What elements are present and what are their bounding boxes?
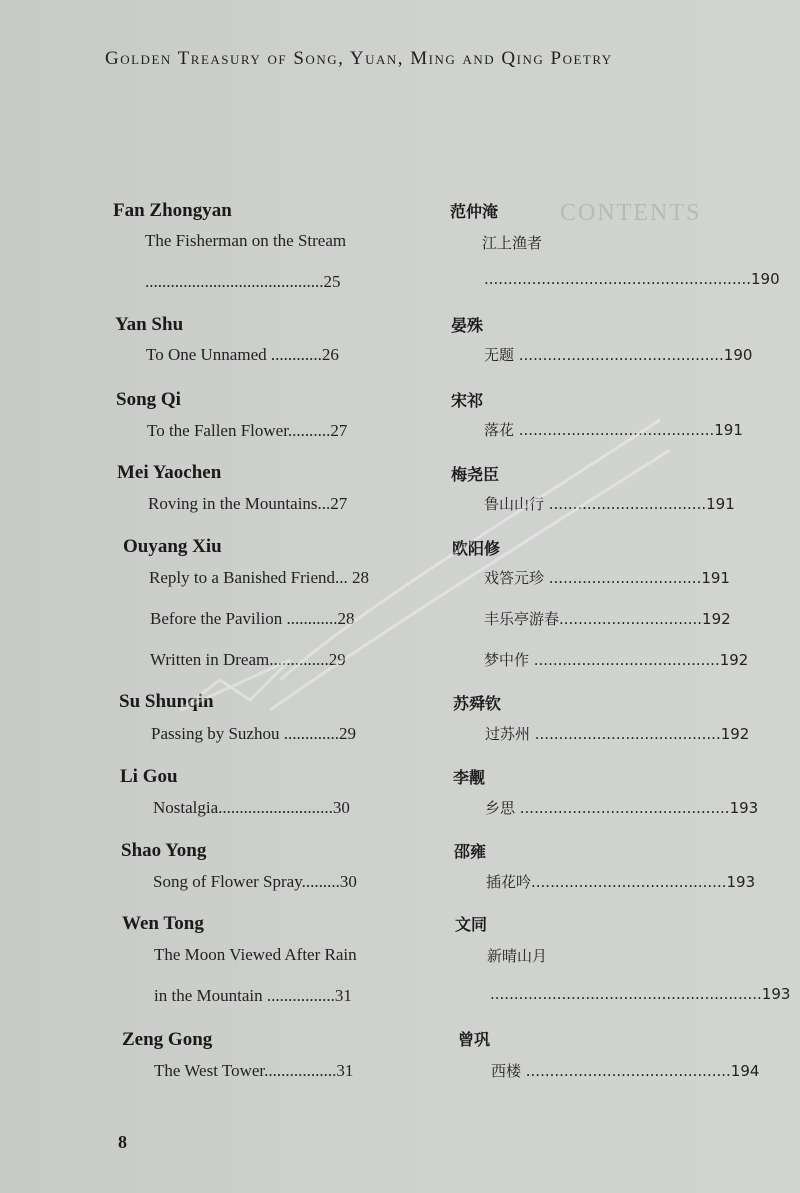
toc-title: The Fisherman on the Stream: [145, 231, 347, 250]
toc-title: ..........................................25: [145, 272, 341, 291]
toc-title: Roving in the Mountains...27: [148, 494, 348, 513]
toc-title-zh: 插花吟.........................................193: [486, 873, 756, 891]
toc-author-zh: 宋祁: [451, 391, 484, 410]
toc-title-zh: 西楼 ...........................................194: [491, 1062, 760, 1080]
toc-title-zh: 戏答元珍 ................................191: [484, 569, 730, 587]
toc-author-zh: 梅尧臣: [451, 465, 500, 484]
toc-title-zh: 江上渔者: [482, 234, 543, 252]
toc-author: Fan Zhongyan: [113, 200, 232, 221]
toc-author: Yan Shu: [115, 314, 184, 335]
toc-author: Song Qi: [116, 389, 181, 410]
toc-title: Written in Dream..............29: [150, 650, 346, 669]
toc-author-zh: 曾巩: [458, 1030, 491, 1049]
toc-title: Before the Pavilion ............28: [150, 609, 355, 628]
toc-title: Nostalgia...........................30: [153, 798, 350, 817]
toc-title-zh: 落花 .........................................191: [484, 421, 743, 439]
toc-title: Reply to a Banished Friend... 28: [149, 568, 370, 587]
toc-title-zh: 无题 ...........................................190: [484, 346, 753, 364]
toc-author-zh: 范仲淹: [450, 202, 499, 221]
toc-title: To One Unnamed ............26: [146, 345, 339, 364]
toc-author-zh: 苏舜钦: [453, 694, 502, 713]
toc-author-zh: 晏殊: [451, 316, 484, 335]
toc-title: Passing by Suzhou .............29: [151, 724, 356, 743]
toc-author: Mei Yaochen: [117, 462, 222, 483]
toc-title-zh: 鲁山山行 .................................191: [484, 495, 735, 513]
toc-title-zh: 新晴山月: [487, 947, 548, 965]
toc-author: Li Gou: [120, 766, 178, 787]
toc-author-zh: 李觏: [453, 768, 486, 787]
toc-title-zh: 乡思 ............................................193: [485, 799, 759, 817]
toc-author: Shao Yong: [121, 840, 207, 861]
toc-author: Ouyang Xiu: [123, 536, 222, 557]
toc-title: The West Tower.................31: [154, 1061, 354, 1080]
running-header: Golden Treasury of Song, Yuan, Ming and Qing Poetry: [105, 48, 613, 69]
page-number: 8: [118, 1132, 127, 1152]
toc-title-zh: 丰乐亭游春..............................192: [484, 610, 731, 628]
toc-title: Song of Flower Spray.........30: [153, 872, 357, 891]
toc-title: To the Fallen Flower..........27: [147, 421, 348, 440]
toc-title-zh: .........................................................193: [490, 985, 791, 1003]
bleed-through-text: CONTENTS: [560, 200, 702, 226]
toc-title-zh: 梦中作 .......................................192: [484, 651, 749, 669]
toc-author-zh: 文同: [455, 915, 488, 934]
toc-author: Su Shunqin: [119, 691, 214, 712]
toc-title-zh: 过苏州 .......................................192: [485, 725, 750, 743]
toc-author-zh: 欧阳修: [452, 539, 501, 558]
toc-title: in the Mountain ................31: [154, 986, 352, 1005]
toc-author-zh: 邵雍: [454, 842, 487, 861]
toc-author: Zeng Gong: [122, 1029, 213, 1050]
toc-author: Wen Tong: [122, 913, 204, 934]
toc-title: The Moon Viewed After Rain: [154, 945, 357, 964]
toc-title-zh: ........................................................190: [484, 270, 780, 288]
